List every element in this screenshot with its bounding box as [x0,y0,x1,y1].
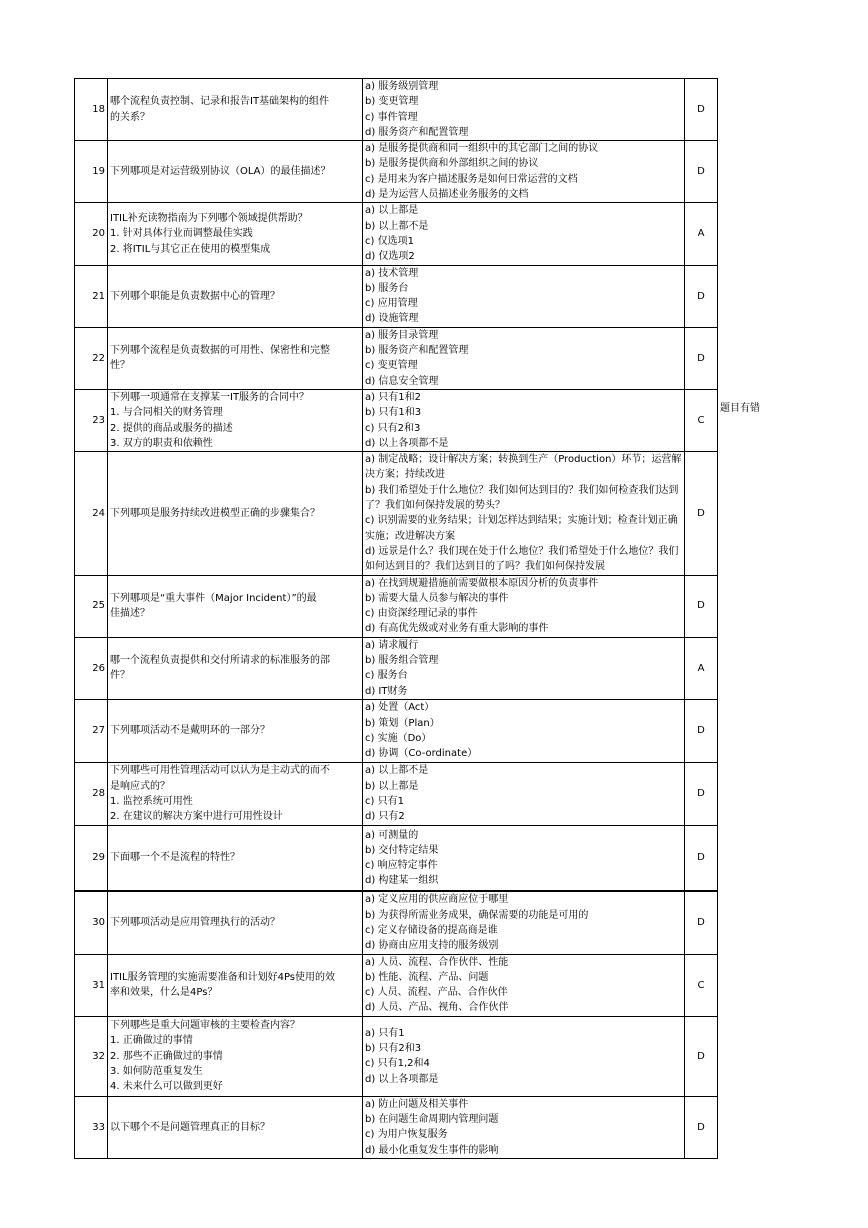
option-c: c) 是用来为客户描述服务是如何日常运营的文档 [365,173,578,185]
answer-options [363,699,685,762]
question-number: 28 [75,762,108,825]
option-b: b) 性能、流程、产品、问题 [365,971,489,983]
option-b: b) 策划（Plan） [365,717,440,729]
option-b: b) 在问题生命周期内管理问题 [365,1114,499,1126]
option-d: d) 构建某一组织 [365,875,439,887]
correct-answer: C [685,389,718,451]
option-d: d) 协调（Co-ordinate） [365,748,478,760]
question-number: 31 [75,954,108,1016]
option-d: d) 人员、产品、视角、合作伙伴 [365,1002,509,1014]
question-row [75,203,718,265]
question-number: 25 [75,575,108,637]
question-row [75,1016,718,1096]
option-c: c) 为用户恢复服务 [365,1129,448,1141]
correct-answer: D [685,699,718,762]
option-a: a) 请求履行 [365,639,419,651]
answer-options [363,265,685,327]
option-b: b) 交付特定结果 [365,844,439,856]
question-row [75,452,718,575]
correct-answer: D [685,327,718,389]
question-number: 18 [75,79,108,141]
option-c: c) 事件管理 [365,111,418,123]
option-d: d) IT财务 [365,685,408,697]
question-row [75,825,718,891]
option-c: c) 人员、流程、产品、合作伙伴 [365,987,508,999]
option-a: a) 制定战略；设计解决方案；转换到生产（Production）环节；运营解决方案；持续改进 [365,454,682,481]
option-d: d) 仅选项2 [365,251,415,263]
question-text: 下面哪一个不是流程的特性？ [108,825,363,891]
question-row [75,79,718,141]
option-c: c) 只有1,2和4 [365,1058,430,1070]
option-d: d) 设施管理 [365,313,419,325]
question-number: 27 [75,699,108,762]
answer-options [363,452,685,575]
answer-options [363,825,685,891]
correct-answer: D [685,141,718,203]
option-c: c) 实施（Do） [365,732,432,744]
option-b: b) 以上都不是 [365,220,429,232]
question-row [75,891,718,954]
correct-answer: D [685,1096,718,1158]
question-number: 19 [75,141,108,203]
question-text: 下列哪项活动是应用管理执行的活动？ [108,891,363,954]
question-text: ITIL补充读物指南为下列哪个领域提供帮助？ 1. 针对具体行业而调整最佳实践 2. 将ITIL与其它正在使用的模型集成 [108,203,363,265]
correct-answer: D [685,762,718,825]
question-row [75,327,718,389]
option-a: a) 只有1 [365,1027,405,1039]
option-a: a) 以上都不是 [365,765,429,777]
option-d: d) 以上各项都不是 [365,437,449,449]
question-number: 26 [75,637,108,699]
question-text: 下列哪些是重大问题审核的主要检查内容？ 1. 正确做过的事情 2. 那些不正确做过的事情 3. 如何防范重复发生 4. 未来什么可以做到更好 [108,1016,363,1096]
option-d: d) 服务资产和配置管理 [365,126,469,138]
answer-options [363,1016,685,1096]
option-d: d) 远景是什么？我们现在处于什么地位？我们希望处于什么地位？我们如何达到目的？我们达到目的了吗？我们如何保持发展 [365,545,679,573]
option-a: a) 防止问题及相关事件 [365,1098,469,1110]
question-text: 哪个流程负责控制、记录和报告IT基础架构的组件 的关系？ [108,79,363,141]
question-number: 21 [75,265,108,327]
option-b: b) 服务台 [365,282,409,294]
question-row [75,141,718,203]
option-d: d) 有高优先级或对业务有重大影响的事件 [365,623,549,635]
answer-options [363,327,685,389]
question-row [75,699,718,762]
question-number: 24 [75,452,108,575]
option-d: d) 最小化重复发生事件的影响 [365,1144,499,1156]
correct-answer: C [685,954,718,1016]
question-text: 下列哪项活动不是戴明环的一部分？ [108,699,363,762]
option-b: b) 变更管理 [365,96,419,108]
question-text: ITIL服务管理的实施需要准备和计划好4Ps使用的效 率和效果，什么是4Ps？ [108,954,363,1016]
question-row [75,265,718,327]
answer-options [363,954,685,1016]
option-d: d) 以上各项都是 [365,1073,439,1085]
option-b: b) 我们希望处于什么地位？我们如何达到目的？我们如何检查我们达到了？我们如何保持发展的势头？ [365,484,679,512]
option-c: c) 定义存储设备的提高商是谁 [365,924,498,936]
question-number: 20 [75,203,108,265]
answer-options [363,203,685,265]
correct-answer: A [685,637,718,699]
option-b: b) 服务资产和配置管理 [365,345,469,357]
option-b: b) 为获得所需业务成果，确保需要的功能是可用的 [365,909,589,921]
answer-options [363,575,685,637]
question-text: 下列哪项是服务持续改进模型正确的步骤集合？ [108,452,363,575]
option-a: a) 技术管理 [365,267,419,279]
question-row [75,389,718,451]
answer-options [363,637,685,699]
question-text: 下列哪项是对运营级别协议（OLA）的最佳描述？ [108,141,363,203]
option-a: a) 是服务提供商和同一组织中的其它部门之间的协议 [365,143,599,155]
option-b: b) 只有2和3 [365,1042,422,1054]
answer-options [363,1096,685,1158]
question-number: 22 [75,327,108,389]
option-d: d) 只有2 [365,811,405,823]
option-b: b) 需要大量人员参与解决的事件 [365,592,509,604]
question-table [74,78,718,1159]
question-text: 哪一个流程负责提供和交付所请求的标准服务的部 件？ [108,637,363,699]
answer-options [363,141,685,203]
option-a: a) 服务级别管理 [365,81,439,92]
option-a: a) 以上都是 [365,205,419,217]
option-c: c) 只有1 [365,795,404,807]
option-c: c) 由资深经理记录的事件 [365,608,478,620]
question-text: 下列哪一项通常在支撑某一IT服务的合同中？ 1. 与合同相关的财务管理 2. 提供的商品或服务的描述 3. 双方的职责和依赖性 [108,389,363,451]
option-a: a) 可测量的 [365,829,419,841]
option-c: c) 应用管理 [365,298,418,310]
option-b: b) 以上都是 [365,780,419,792]
correct-answer: D [685,265,718,327]
correct-answer: D [685,1016,718,1096]
question-row [75,762,718,825]
correct-answer: D [685,825,718,891]
correct-answer: D [685,452,718,575]
answer-options [363,762,685,825]
option-c: c) 识别需要的业务结果；计划怎样达到结果；实施计划；检查计划正确实施；改进解决方案 [365,515,678,542]
question-text: 下列哪项是“重大事件（Major Incident）”的最 佳描述？ [108,575,363,637]
question-text: 下列哪个职能是负责数据中心的管理？ [108,265,363,327]
question-text: 下列哪些可用性管理活动可以认为是主动式的而不 是响应式的？ 1. 监控系统可用性 2. 在建议的解决方案中进行可用性设计 [108,762,363,825]
question-row [75,1096,718,1158]
question-row [75,575,718,637]
option-c: c) 仅选项1 [365,235,414,247]
option-a: a) 服务目录管理 [365,329,439,341]
option-b: b) 是服务提供商和外部组织之间的协议 [365,158,539,170]
correct-answer: D [685,891,718,954]
option-c: c) 只有2和3 [365,422,421,434]
option-c: c) 服务台 [365,670,408,682]
answer-options [363,389,685,451]
option-c: c) 变更管理 [365,360,418,372]
correct-answer: D [685,575,718,637]
option-b: b) 服务组合管理 [365,654,439,666]
option-a: a) 处置（Act） [365,702,435,714]
correct-answer: A [685,203,718,265]
question-rows [75,79,718,1159]
question-number: 30 [75,891,108,954]
question-text: 下列哪个流程是负责数据的可用性、保密性和完整 性？ [108,327,363,389]
option-a: a) 定义应用的供应商应位于哪里 [365,894,509,906]
answer-options [363,79,685,141]
option-d: d) 协商由应用支持的服务级别 [365,940,499,952]
question-number: 33 [75,1096,108,1158]
correct-answer: D [685,79,718,141]
question-number: 29 [75,825,108,891]
option-d: d) 是为运营人员描述业务服务的文档 [365,189,529,201]
option-b: b) 只有1和3 [365,407,422,419]
row-note: 题目有错 [720,402,760,414]
question-row [75,637,718,699]
question-number: 23 [75,389,108,451]
question-number: 32 [75,1016,108,1096]
question-row [75,954,718,1016]
answer-options [363,891,685,954]
option-a: a) 在找到规避措施前需要做根本原因分析的负责事件 [365,577,599,589]
option-c: c) 响应特定事件 [365,860,438,872]
option-a: a) 只有1和2 [365,391,421,403]
option-d: d) 信息安全管理 [365,375,439,387]
question-text: 以下哪个不是问题管理真正的目标？ [108,1096,363,1158]
option-a: a) 人员、流程、合作伙伴、性能 [365,956,509,968]
